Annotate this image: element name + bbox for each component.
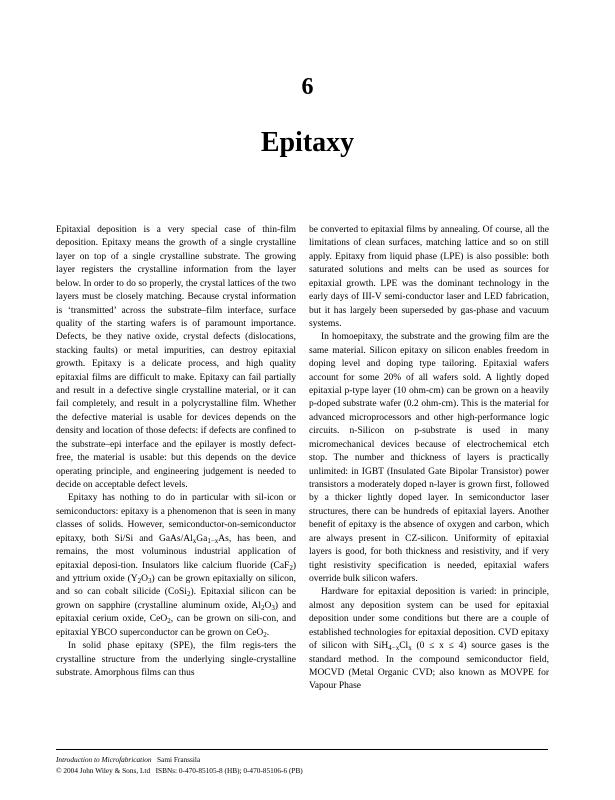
- chapter-number: 6: [301, 74, 314, 100]
- right-paragraph-1: be converted to epitaxial films by annealing. Of course, all the limitations of clean surfaces, matching lattice and so on still apply. Epitaxy from liquid phase (LPE) is also possible: both saturated solutions and melts can be used as sources for epitaxial growth. LPE was the dominant technology in the early days of III-V semi-conductor laser and LED fabrication, but it has largely been superseded by gas-phase and vacuum systems.: [309, 225, 549, 329]
- copyright-notice: © 2004 John Wiley & Sons, Ltd: [56, 766, 151, 775]
- footer-citation: [56, 755, 200, 765]
- chapter-title: Epitaxy: [260, 127, 355, 158]
- left-paragraph-2: Epitaxy has nothing to do in particular with sil-icon or semiconductors: epitaxy is a phenomenon that is seen in many classes of solids. However, semiconductor-on-semiconductor epitaxy, both Si/Si and GaAs/$Al_xGa_{1-x}As$, has been, and remains, the most voluminous industrial application of epitaxial deposi-tion. Insulators like calcium fluoride (CaF$_2$) and yttrium oxide $(Y_2O_3)$ can be grown epitaxially on silicon, and so can cobalt silicide (CoSi$_2$). Epitaxial silicon can be grown on sapphire (crystalline aluminum oxide, $Al_2O_3$) and epitaxial cerium oxide, CeO$_2$, can be grown on sili-con, and epitaxial YBCO superconductor can be grown on CeO$_2$.: [56, 493, 296, 639]
- footer-rule: [56, 749, 548, 750]
- footer-copyright: [56, 766, 303, 776]
- right-paragraph-2: In homoepitaxy, the substrate and the growing film are the same material. Silicon epitaxy on silicon enables freedom in doping level and doping type tailoring. Epitaxial wafers account for some 20% of all wafers sold. A lightly doped epitaxial p-type layer (10 ohm-cm) can be grown on a heavily p-doped substrate wafer (0.2 ohm-cm). This is the material for advanced microprocessors and other high-performance logic circuits. n-Silicon on p-substrate is used in many micromechanical devices because of electrochemical etch stop. The number and thickness of layers is practically unlimited: in IGBT (Insulated Gate Bipolar Transistor) power transistors a moderately doped n-layer is grown first, followed by a thicker lightly doped layer. In semiconductor laser structures, there can be hundreds of epitaxial layers. Another benefit of epitaxy is the absence of oxygen and carbon, which are always present in CZ-silicon. Uniformity of epitaxial layers is good, for both thickness and resistivity, and if very tight resistivity specification is needed, epitaxial wafers override bulk silicon wafers.: [309, 332, 549, 584]
- left-paragraph-1: Epitaxial deposition is a very special case of thin-film deposition. Epitaxy means the growth of a single crystalline layer on top of a single crystalline substrate. The growing layer registers the crystalline information from the layer below. In order to do so properly, the crystal lattices of the two layers must be closely matching. Because crystal information is ‘transmitted’ across the substrate–film interface, surface quality of the starting wafers is of paramount importance. Defects, be they native oxide, crystal defects (dislocations, stacking faults) or metal impurities, can destroy epitaxial growth. Epitaxy is a delicate process, and high quality epitaxial films are difficult to make. Epitaxy can fail partially and result in a defective single crystalline material, or it can fail completely, and result in a polycrystalline film. Whether the defective material is usable for devices depends on the density and location of those defects: if defects are confined to the substrate–epi interface and the epilayer is mostly defect-free, the material is usable: but this depends on the device operating principle, and engineering judgement is needed to decide on acceptable defect levels.: [56, 225, 296, 491]
- isbn-numbers: ISBNs: 0-470-85105-8 (HB); 0-470-85106-6 (PB): [155, 766, 303, 775]
- book-title: Introduction to Microfabrication: [56, 755, 152, 764]
- right-paragraph-3: Hardware for epitaxial deposition is varied: in principle, almost any deposition system can be used for epitaxial deposition under some conditions but there are a couple of established technologies for epitaxial deposition. CVD epitaxy of silicon with $SiH_{4-x}Cl_x$ (0 ≤ x ≤ 4) source gases is the standard method. In the compound semiconductor field, MOCVD (Metal Organic CVD; also known as MOVPE for Vapour Phase: [309, 587, 549, 692]
- left-paragraph-3: In solid phase epitaxy (SPE), the film regis-ters the crystalline structure from the underlying single-crystalline substrate. Amorphous films can thus: [56, 641, 296, 678]
- left-column: [56, 224, 296, 680]
- right-column: [309, 224, 549, 694]
- book-author: Sami Franssila: [157, 755, 201, 764]
